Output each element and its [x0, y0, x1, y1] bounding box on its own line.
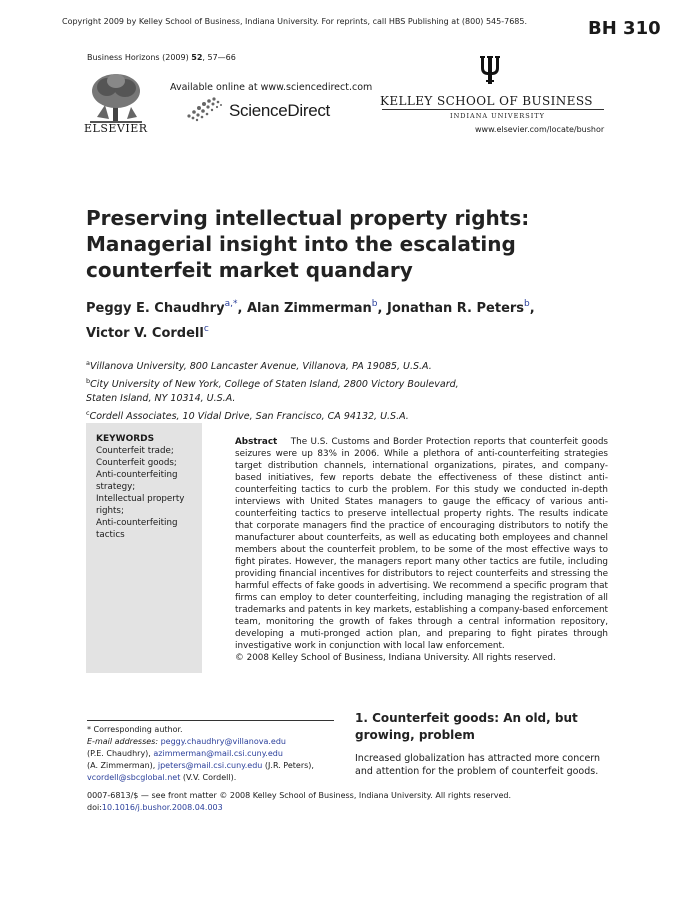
affiliation-marker: c — [86, 409, 90, 417]
affiliation-item — [86, 406, 606, 424]
journal-volume: 52 — [191, 53, 203, 62]
elsevier-tree-icon — [87, 69, 145, 127]
indiana-university-trident-icon — [478, 54, 502, 86]
email-link[interactable]: jpeters@mail.csi.cuny.edu — [157, 761, 263, 770]
affiliation-text: Cordell Associates, 10 Vidal Drive, San Francisco, CA 94132, U.S.A. — [89, 411, 409, 422]
affiliation-item — [86, 356, 606, 374]
affiliation-text: Staten Island, NY 10314, U.S.A. — [86, 393, 236, 404]
affiliation-item — [86, 374, 606, 406]
author-name: Peggy E. Chaudhry — [86, 301, 225, 316]
sciencedirect-dots-icon — [185, 96, 225, 122]
keyword-line: Anti-counterfeiting — [96, 470, 178, 480]
email-owner: (J.R. Peters), — [264, 761, 314, 770]
doi — [87, 803, 223, 812]
affiliations — [86, 356, 606, 424]
keyword-line: tactics — [96, 530, 125, 540]
affiliation-text: Villanova University, 800 Lancaster Avenue, Villanova, PA 19085, U.S.A. — [89, 361, 432, 372]
abstract-label: Abstract — [235, 437, 278, 447]
affiliation-marker: b — [86, 377, 91, 385]
email-owner: (P.E. Chaudhry), — [87, 749, 151, 758]
author-name: Alan Zimmerman — [246, 301, 372, 316]
author-name: Jonathan R. Peters — [386, 301, 525, 316]
keyword-line: Anti-counterfeiting — [96, 518, 178, 528]
elsevier-wordmark: ELSEVIER — [84, 122, 148, 135]
section-heading: 1. Counterfeit goods: An old, but growing, problem — [355, 711, 578, 742]
email-owner: (V.V. Cordell). — [182, 773, 237, 782]
sciencedirect-wordmark: ScienceDirect — [229, 101, 330, 120]
abstract-body — [235, 436, 608, 652]
doi-link[interactable]: 10.1016/j.bushor.2008.04.003 — [101, 803, 223, 812]
email-link[interactable]: azimmerman@mail.csi.cuny.edu — [153, 749, 283, 758]
author-list — [86, 294, 606, 344]
email-label: E-mail addresses: — [87, 737, 159, 746]
email-link[interactable]: peggy.chaudhry@villanova.edu — [160, 737, 286, 746]
front-matter-notice: 0007-6813/$ — see front matter © 2008 Kelley School of Business, Indiana University. All rights reserved. — [87, 791, 512, 800]
keyword-line: rights; — [96, 506, 124, 516]
affiliation-marker: a — [86, 359, 90, 367]
keyword-line: Counterfeit goods; — [96, 458, 177, 468]
available-online: Available online at www.sciencedirect.com — [170, 82, 373, 93]
keyword-line: strategy; — [96, 482, 136, 492]
journal-url[interactable]: www.elsevier.com/locate/bushor — [475, 125, 605, 134]
keywords-heading: KEYWORDS — [96, 434, 155, 444]
author-affiliation-ref[interactable]: b — [371, 299, 378, 309]
copyright-notice: Copyright 2009 by Kelley School of Business, Indiana University. For reprints, call HBS Publishing at (800) 545-7685. — [62, 17, 527, 26]
keywords-box — [86, 423, 202, 673]
kelley-divider — [382, 109, 604, 110]
email-owner: (A. Zimmerman), — [87, 761, 156, 770]
journal-name: Business Horizons (2009) — [87, 53, 192, 62]
title-line: Preserving intellectual property rights: — [86, 206, 530, 230]
journal-pages: , 57—66 — [202, 53, 236, 62]
author-separator: , — [377, 301, 387, 316]
abstract-copyright: © 2008 Kelley School of Business, Indiana University. All rights reserved. — [235, 653, 556, 663]
author-separator: , — [529, 301, 535, 316]
corresponding-author: * Corresponding author. — [87, 725, 183, 734]
author-name: Victor V. Cordell — [86, 326, 204, 341]
author-separator: , — [237, 301, 247, 316]
journal-citation — [87, 53, 236, 62]
abstract-text: The U.S. Customs and Border Protection reports that counterfeit goods seizures were up 83% in 2006. While a plethora of anti-counterfeiting strategies target distribution channels, international organizations, pirates, and company-based initiatives, few reports debate the effectiveness of these distinct anti-counterfeiting tactics to curb the problem. For this study we conducted in-depth interviews with United States managers to gauge the efficacy of various anti-counterfeiting tactics to preserve intellectual property rights. The results indicate that corporate managers find the practice of encouraging distributors to notify the manufacturer about counterfeits, as well as educating both employees and channel members about the counterfeit problem, to be some of the most effective ways to fight pirates. However, the managers report many other tactics are futile, including providing financial incentives for distributors to reject counterfeits and stressing the harmful effects of fake goods in advertising. We recommend a specific program that firms can employ to deter counterfeiting, including managing the registration of all trademarks and patents in key markets, establishing a company-based enforcement team, monitoring the growth of fakes through a central information repository, developing a muti-pronged action plan, and preparing to fight pirates through investigative work in conjunction with local law enforcement. — [235, 437, 608, 651]
footnote-divider — [87, 720, 334, 721]
abstract — [235, 436, 608, 664]
author-affiliation-ref[interactable]: a,* — [224, 299, 238, 309]
doi-label: doi: — [87, 803, 102, 812]
footnote — [87, 724, 347, 784]
kelley-school-name: KELLEY SCHOOL OF BUSINESS — [380, 94, 593, 108]
keyword-line: Counterfeit trade; — [96, 446, 174, 456]
indiana-university-name: INDIANA UNIVERSITY — [450, 112, 545, 120]
article-title — [86, 205, 606, 283]
title-line: Managerial insight into the escalating — [86, 232, 516, 256]
keyword-line: Intellectual property — [96, 494, 185, 504]
author-affiliation-ref[interactable]: c — [203, 324, 209, 334]
author-affiliation-ref[interactable]: b — [524, 299, 530, 309]
document-code: BH 310 — [588, 18, 661, 39]
email-link[interactable]: vcordell@sbcglobal.net — [87, 773, 181, 782]
section-body: Increased globalization has attracted more concern and attention for the problem of counterfeit goods. — [355, 753, 601, 777]
title-line: counterfeit market quandary — [86, 258, 413, 282]
affiliation-text: City University of New York, College of Staten Island, 2800 Victory Boulevard, — [90, 379, 459, 390]
